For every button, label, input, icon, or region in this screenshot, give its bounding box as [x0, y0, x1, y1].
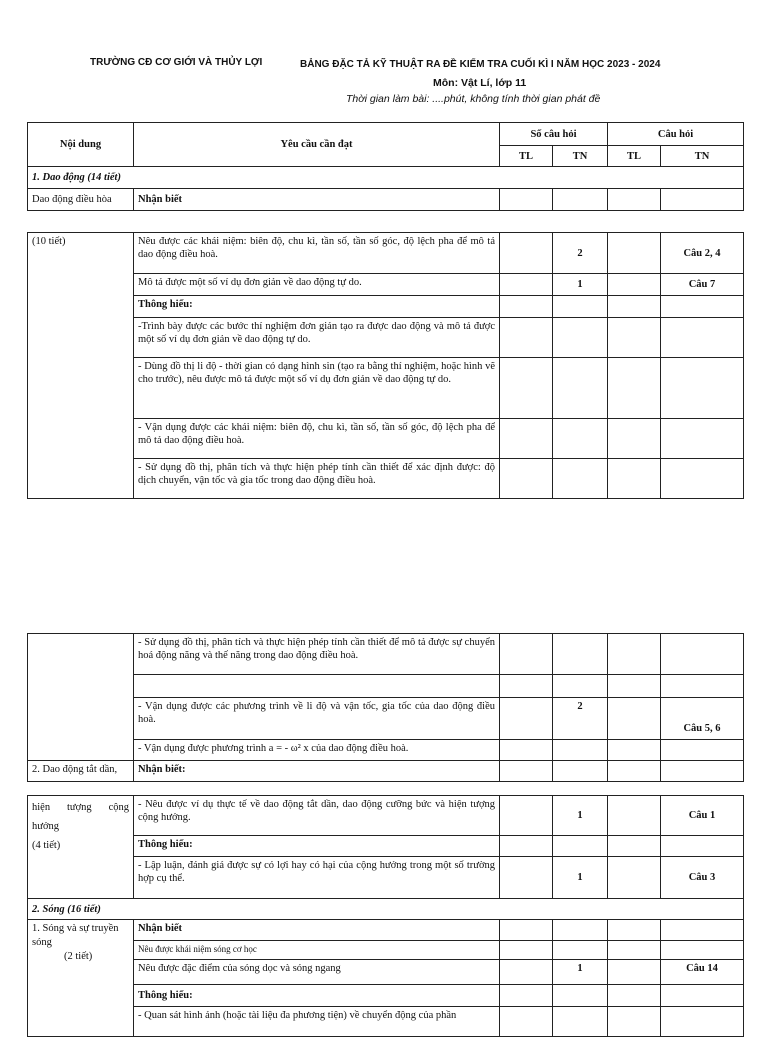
section-heading: 1. Dao động (14 tiết): [28, 167, 744, 189]
question-ref: Câu 7: [661, 274, 744, 296]
level-label: Thông hiểu:: [134, 836, 500, 857]
requirement-text: - Sử dụng đồ thị, phân tích và thực hiện phép tính cần thiết để mô tả được sự chuyển hoá động năng và thế năng trong dao động điều hoà.: [134, 634, 500, 675]
level-label: Thông hiểu:: [134, 296, 500, 318]
requirement-text: Nêu được đặc điểm của sóng dọc và sóng ngang: [134, 960, 500, 985]
requirement-text: - Lập luận, đánh giá được sự có lợi hay có hại của cộng hưởng trong một số trường hợp cụ thể.: [134, 857, 500, 899]
topic-hours: (2 tiết): [64, 951, 93, 962]
question-ref: Câu 1: [661, 796, 744, 836]
col-header-requirement: Yêu cầu cần đạt: [134, 123, 500, 167]
col-header-tn-2: TN: [661, 146, 744, 167]
tn-count: 2: [553, 698, 608, 740]
question-ref: Câu 2, 4: [661, 233, 744, 274]
level-label: Nhận biết: [134, 920, 500, 941]
spec-table-block-3: [27, 633, 744, 782]
requirement-text: - Dùng đồ thị li độ - thời gian có dạng hình sin (tạo ra bằng thí nghiệm, hoặc hình vẽ cho trước), nêu được mô tả được một số ví dụ đơn giản về dao động tự do.: [134, 358, 500, 419]
tn-count: 2: [553, 233, 608, 274]
time-line: Thời gian làm bài: ....phút, không tính thời gian phát đề: [346, 93, 601, 105]
topic-cell: [28, 634, 134, 761]
level-label: Nhận biết:: [134, 761, 500, 782]
question-ref: Câu 14: [661, 960, 744, 985]
tn-count: 1: [553, 857, 608, 899]
requirement-text: - Vận dụng được phương trình a = - ω² x của dao động điều hoà.: [134, 740, 500, 761]
requirement-text: - Nêu được ví dụ thực tế về dao động tắt dần, dao động cưỡng bức và hiện tượng cộng hưởng.: [134, 796, 500, 836]
topic-cell: (10 tiết): [28, 233, 134, 499]
tn-count: 1: [553, 796, 608, 836]
requirement-text: Mô tả được một số ví dụ đơn giản về dao động tự do.: [134, 274, 500, 296]
tn-count: 1: [553, 274, 608, 296]
col-header-questions: Câu hỏi: [608, 123, 744, 146]
spec-table-header: [27, 122, 744, 211]
topic-line: hưởng: [32, 821, 59, 832]
requirement-text: - Sử dụng đồ thị, phân tích và thực hiện phép tính cần thiết để xác định được: độ dịch chuyển, vận tốc và gia tốc trong dao động điều hoà.: [134, 459, 500, 499]
section-heading: 2. Sóng (16 tiết): [28, 899, 744, 920]
document-title: BẢNG ĐẶC TẢ KỸ THUẬT RA ĐỀ KIỂM TRA CUỐI KÌ I NĂM HỌC 2023 - 2024: [300, 59, 661, 70]
requirement-text: [134, 675, 500, 698]
requirement-text: Nêu được các khái niệm: biên độ, chu kì, tần số, tần số góc, độ lệch pha để mô tả dao động điều hoà.: [134, 233, 500, 274]
col-header-tl-2: TL: [608, 146, 661, 167]
requirement-text: - Vận dụng được các khái niệm: biên độ, chu kì, tần số, tần số góc, độ lệch pha để mô tả dao động điều hoà.: [134, 419, 500, 459]
question-ref: Câu 5, 6: [661, 698, 744, 740]
school-name: TRƯỜNG CĐ CƠ GIỚI VÀ THỦY LỢI: [90, 57, 263, 68]
topic-line: hiện tượng cộng: [32, 802, 129, 813]
topic-cell: 2. Dao động tắt dần,: [28, 761, 134, 782]
spec-table-block-2: [27, 232, 744, 499]
requirement-text: - Vận dụng được các phương trình về li độ và vận tốc, gia tốc của dao động điều hoà.: [134, 698, 500, 740]
topic-cell: [28, 920, 134, 1037]
question-ref: Câu 3: [661, 857, 744, 899]
level-label: Nhận biết: [134, 189, 500, 211]
level-label: Thông hiểu:: [134, 985, 500, 1007]
col-header-tn: TN: [553, 146, 608, 167]
requirement-text: - Quan sát hình ảnh (hoặc tài liệu đa phương tiện) về chuyển động của phần: [134, 1007, 500, 1037]
topic-cell: Dao động điều hòa: [28, 189, 134, 211]
topic-hours: (4 tiết): [32, 840, 61, 851]
topic-line: sóng: [32, 937, 52, 948]
col-header-content: Nội dung: [28, 123, 134, 167]
topic-cell: [28, 796, 134, 899]
subject-line: Môn: Vật Lí, lớp 11: [433, 77, 527, 89]
spec-table-block-4: [27, 795, 744, 1037]
tn-count: 1: [553, 960, 608, 985]
col-header-tl: TL: [500, 146, 553, 167]
requirement-text: Nêu được khái niệm sóng cơ học: [134, 941, 500, 960]
requirement-text: -Trình bày được các bước thí nghiệm đơn giản tạo ra được dao động và mô tả được một số ví dụ đơn giản về dao động tự do.: [134, 318, 500, 358]
topic-line: 1. Sóng và sự truyền: [32, 923, 119, 934]
col-header-num-questions: Số câu hỏi: [500, 123, 608, 146]
